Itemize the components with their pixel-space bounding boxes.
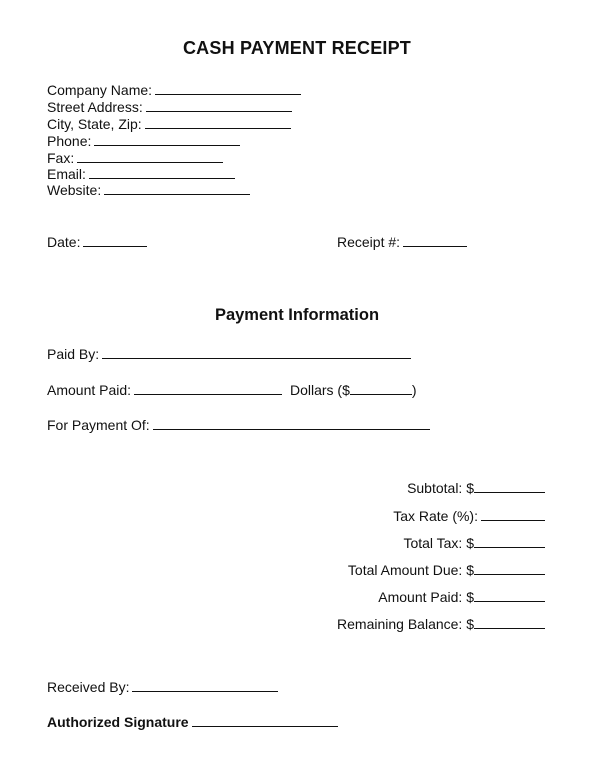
amount-paid-row <box>47 382 417 398</box>
subtotal-label: Subtotal: $ <box>407 480 474 496</box>
payment-information-heading: Payment Information <box>214 306 380 324</box>
paid-by-field[interactable] <box>102 347 411 359</box>
remaining-balance-label: Remaining Balance: $ <box>337 616 474 632</box>
amount-paid-total-label: Amount Paid: $ <box>378 589 474 605</box>
date-row <box>47 234 147 250</box>
received-by-label: Received By: <box>47 679 130 695</box>
phone-field[interactable] <box>94 134 240 146</box>
city-state-zip-row <box>47 116 291 132</box>
total-tax-row <box>403 535 545 551</box>
tax-rate-field[interactable] <box>481 509 545 521</box>
email-field[interactable] <box>89 167 235 179</box>
for-payment-of-label: For Payment Of: <box>47 417 150 433</box>
total-tax-field[interactable] <box>474 536 545 548</box>
tax-rate-label: Tax Rate (%): <box>393 508 478 524</box>
received-by-row <box>47 679 278 695</box>
date-field[interactable] <box>83 235 147 247</box>
paid-by-row <box>47 346 411 362</box>
date-label: Date: <box>47 234 81 250</box>
subtotal-field[interactable] <box>474 481 545 493</box>
company-name-label: Company Name: <box>47 82 153 98</box>
receipt-number-label: Receipt #: <box>337 234 401 250</box>
total-amount-due-field[interactable] <box>474 563 545 575</box>
dollars-label: Dollars ($ <box>289 382 350 398</box>
authorized-signature-label: Authorized Signature <box>47 714 189 730</box>
paid-by-label: Paid By: <box>47 346 100 362</box>
phone-row <box>47 133 240 149</box>
fax-label: Fax: <box>47 150 75 166</box>
receipt-number-field[interactable] <box>403 235 467 247</box>
tax-rate-row <box>393 508 545 524</box>
amount-paid-label: Amount Paid: <box>47 382 132 398</box>
total-amount-due-row <box>348 562 545 578</box>
total-amount-due-label: Total Amount Due: $ <box>347 562 474 578</box>
amount-paid-total-row <box>378 589 545 605</box>
for-payment-of-field[interactable] <box>153 418 430 430</box>
remaining-balance-field[interactable] <box>474 617 545 629</box>
email-row <box>47 166 235 182</box>
authorized-signature-field[interactable] <box>192 715 338 727</box>
total-tax-label: Total Tax: $ <box>403 535 474 551</box>
city-state-zip-label: City, State, Zip: <box>47 116 142 132</box>
street-address-row <box>47 99 292 115</box>
remaining-balance-row <box>337 616 545 632</box>
company-name-row <box>47 82 301 98</box>
street-address-label: Street Address: <box>47 99 143 115</box>
street-address-field[interactable] <box>146 100 292 112</box>
authorized-signature-row <box>47 714 338 730</box>
dollars-close: ) <box>411 382 417 398</box>
subtotal-row <box>407 480 545 496</box>
phone-label: Phone: <box>47 133 92 149</box>
amount-paid-total-field[interactable] <box>474 590 545 602</box>
receipt-title: CASH PAYMENT RECEIPT <box>182 38 412 58</box>
website-label: Website: <box>47 182 102 198</box>
city-state-zip-field[interactable] <box>145 117 291 129</box>
website-row <box>47 182 250 198</box>
dollars-field[interactable] <box>350 383 412 395</box>
amount-paid-field[interactable] <box>134 383 282 395</box>
website-field[interactable] <box>104 183 250 195</box>
for-payment-of-row <box>47 417 430 433</box>
fax-row <box>47 150 223 166</box>
email-label: Email: <box>47 166 86 182</box>
receipt-number-row <box>337 234 467 250</box>
fax-field[interactable] <box>77 151 223 163</box>
company-name-field[interactable] <box>155 83 301 95</box>
received-by-field[interactable] <box>132 680 278 692</box>
